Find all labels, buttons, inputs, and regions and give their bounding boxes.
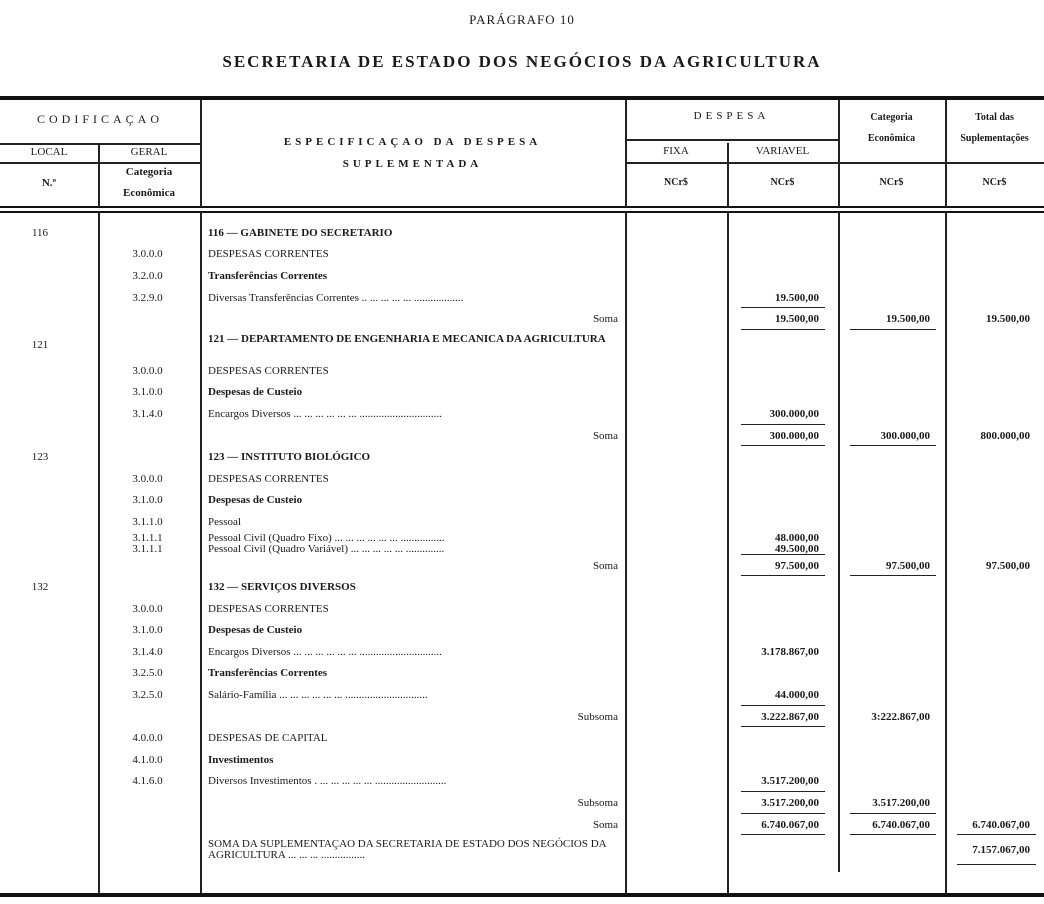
general-code: 3.0.0.0 <box>132 364 163 377</box>
table-row <box>0 663 1044 685</box>
header-bottom-rule-2 <box>0 211 1044 213</box>
specification: Despesas de Custeio <box>208 494 303 507</box>
specification: DESPESAS CORRENTES <box>208 472 329 485</box>
category-amount: 3:222.867,00 <box>871 710 930 723</box>
table-row <box>0 684 1044 706</box>
table-row <box>0 468 1044 490</box>
header-geral-category: Categoria <box>125 166 173 178</box>
specification: DESPESAS CORRENTES <box>208 602 329 615</box>
table-row <box>0 446 1044 468</box>
table-row <box>0 620 1044 642</box>
table-row <box>0 403 1044 425</box>
header-currency-fixa: NCr$ <box>664 177 688 188</box>
specification: Despesas de Custeio <box>208 624 303 637</box>
specification: Pessoal Civil (Quadro Fixo) ... ... ... ... ... ... ................ <box>208 532 445 545</box>
table-row <box>0 382 1044 404</box>
general-code: 3.0.0.0 <box>132 472 163 485</box>
header-total: Total das <box>975 112 1014 123</box>
specification: Subsoma <box>577 710 618 723</box>
specification: Transferências Correntes <box>208 667 328 680</box>
local-code: 123 <box>31 451 49 464</box>
total-amount: 97.500,00 <box>986 559 1030 572</box>
header-rule <box>838 162 1044 164</box>
header-currency-category: NCr$ <box>879 177 904 188</box>
table-row <box>0 771 1044 793</box>
general-code: 3.2.0.0 <box>132 269 163 282</box>
specification: Pessoal <box>208 515 241 528</box>
table-row <box>0 490 1044 512</box>
variable-amount: 97.500,00 <box>727 555 819 577</box>
header-codificacao: CODIFICAÇAO <box>36 112 163 126</box>
variable-amount: 19.500,00 <box>727 308 819 330</box>
specification: Encargos Diversos ... ... ... ... ... ... .............................. <box>208 407 442 420</box>
specification: Soma <box>592 313 618 326</box>
header-category: Categoria <box>870 112 913 123</box>
table-row <box>0 511 1044 533</box>
header-currency-total: NCr$ <box>982 177 1007 188</box>
total-amount: 7.157.067,00 <box>945 835 1030 865</box>
header-specification: ESPECIFICAÇAO DA DESPESA <box>283 136 542 148</box>
specification: DESPESAS DE CAPITAL <box>208 732 328 745</box>
header-geral: GERAL <box>130 146 168 158</box>
specification: 123 — INSTITUTO BIOLÓGICO <box>208 451 371 464</box>
general-code: 3.2.5.0 <box>132 689 163 702</box>
table-row <box>0 244 1044 266</box>
header-local: LOCAL <box>30 146 68 158</box>
category-amount: 97.500,00 <box>838 555 930 577</box>
specification: Salário-Família ... ... ... ... ... ... .............................. <box>208 689 428 702</box>
table-row <box>0 533 1044 544</box>
general-code: 3.0.0.0 <box>132 602 163 615</box>
specification: 121 — DEPARTAMENTO DE ENGENHARIA E MECANICA DA AGRICULTURA <box>208 332 606 345</box>
header-currency-variavel: NCr$ <box>770 177 795 188</box>
general-code: 4.1.0.0 <box>132 753 163 766</box>
header-rule <box>0 143 200 145</box>
specification: Soma <box>592 559 618 572</box>
table-bottom-rule <box>0 893 1044 897</box>
general-code: 3.1.1.1 <box>132 543 163 556</box>
table-row <box>0 749 1044 771</box>
header-top-rule <box>0 96 1044 100</box>
local-code: 132 <box>31 581 49 594</box>
general-code: 3.2.5.0 <box>132 667 163 680</box>
paragraph-heading: PARÁGRAFO 10 <box>469 12 575 27</box>
table-row <box>0 425 1044 447</box>
table-row <box>0 814 1044 836</box>
general-code: 3.1.1.0 <box>132 515 163 528</box>
table-row <box>0 706 1044 728</box>
general-code: 3.0.0.0 <box>132 248 163 261</box>
specification: Investimentos <box>208 753 274 766</box>
document-title: SECRETARIA DE ESTADO DOS NEGÓCIOS DA AGRICULTURA <box>222 52 822 71</box>
specification: Transferências Correntes <box>208 269 328 282</box>
variable-amount: 49.500,00 <box>727 544 819 555</box>
general-code: 4.0.0.0 <box>132 732 163 745</box>
table-row <box>0 835 1044 865</box>
specification: Encargos Diversos ... ... ... ... ... ... .............................. <box>208 645 442 658</box>
specification: Soma <box>592 818 618 831</box>
header-bottom-rule <box>0 206 1044 208</box>
category-amount: 19.500,00 <box>838 308 930 330</box>
category-amount: 3.517.200,00 <box>838 792 930 814</box>
specification: Diversas Transferências Correntes .. ... ... ... ... .................. <box>208 291 464 304</box>
specification: 132 — SERVIÇOS DIVERSOS <box>208 581 356 594</box>
specification: 116 — GABINETE DO SECRETARIO <box>208 226 393 239</box>
table-row <box>0 360 1044 382</box>
table-row <box>0 792 1044 814</box>
local-code: 121 <box>31 338 49 351</box>
table-row <box>0 555 1044 577</box>
specification: Pessoal Civil (Quadro Variável) ... ... ... ... ... .............. <box>208 543 445 556</box>
total-amount: 19.500,00 <box>986 313 1030 326</box>
header-local-number: N.º <box>41 177 57 189</box>
header-variavel: VARIAVEL <box>755 145 810 157</box>
col-divider <box>200 100 202 207</box>
table-row <box>0 641 1044 663</box>
specification: Diversos Investimentos . ... ... ... ... ... .......................... <box>208 775 447 788</box>
general-code: 3.1.0.0 <box>132 494 163 507</box>
total-amount: 6.740.067,00 <box>945 814 1030 836</box>
header-category-economic: Econômica <box>867 133 916 144</box>
total-amount: 800.000,00 <box>980 429 1030 442</box>
table-row <box>0 308 1044 330</box>
table-row <box>0 222 1044 244</box>
table-row <box>0 265 1044 287</box>
variable-amount: 300.000,00 <box>727 403 819 425</box>
header-despesa: DESPESA <box>693 110 770 122</box>
general-code: 3.1.4.0 <box>132 645 163 658</box>
local-code: 116 <box>31 226 49 239</box>
general-code: 3.1.0.0 <box>132 386 163 399</box>
table-row <box>0 598 1044 620</box>
variable-amount: 3.222.867,00 <box>727 706 819 728</box>
table-row <box>0 576 1044 598</box>
category-amount: 6.740.067,00 <box>838 814 930 836</box>
table-row <box>0 727 1044 749</box>
specification: DESPESAS CORRENTES <box>208 364 329 377</box>
specification: DESPESAS CORRENTES <box>208 248 329 261</box>
specification: Soma <box>592 429 618 442</box>
table-row <box>0 544 1044 555</box>
specification: SOMA DA SUPLEMENTAÇAO DA SECRETARIA DE ESTADO DOS NEGÓCIOS DA AGRICULTURA ... ... ... ................ <box>208 838 606 862</box>
variable-amount: 3.517.200,00 <box>727 792 819 814</box>
variable-amount: 48.000,00 <box>775 532 819 545</box>
general-code: 3.1.4.0 <box>132 407 163 420</box>
header-geral-economic: Econômica <box>123 187 175 199</box>
general-code: 3.2.9.0 <box>132 291 163 304</box>
general-code: 4.1.6.0 <box>132 775 163 788</box>
table-row <box>0 287 1044 309</box>
specification: Despesas de Custeio <box>208 386 303 399</box>
specification: Subsoma <box>577 797 618 810</box>
variable-amount: 6.740.067,00 <box>727 814 819 836</box>
header-rule <box>0 162 200 164</box>
variable-amount: 3.178.867,00 <box>761 645 819 658</box>
general-code: 3.1.0.0 <box>132 624 163 637</box>
variable-amount: 3.517.200,00 <box>727 771 819 793</box>
category-amount: 300.000,00 <box>838 425 930 447</box>
header-total-supplements: Suplementações <box>960 133 1029 144</box>
variable-amount: 300.000,00 <box>727 425 819 447</box>
table-row <box>0 330 1044 360</box>
variable-amount: 19.500,00 <box>727 287 819 309</box>
header-rule <box>625 139 838 141</box>
general-code: 3.1.1.1 <box>132 532 163 545</box>
header-rule <box>625 162 838 164</box>
header-fixa: FIXA <box>663 145 689 157</box>
header-specification-2: SUPLEMENTADA <box>342 158 483 170</box>
variable-amount: 44.000,00 <box>727 684 819 706</box>
table-body <box>0 222 1044 865</box>
